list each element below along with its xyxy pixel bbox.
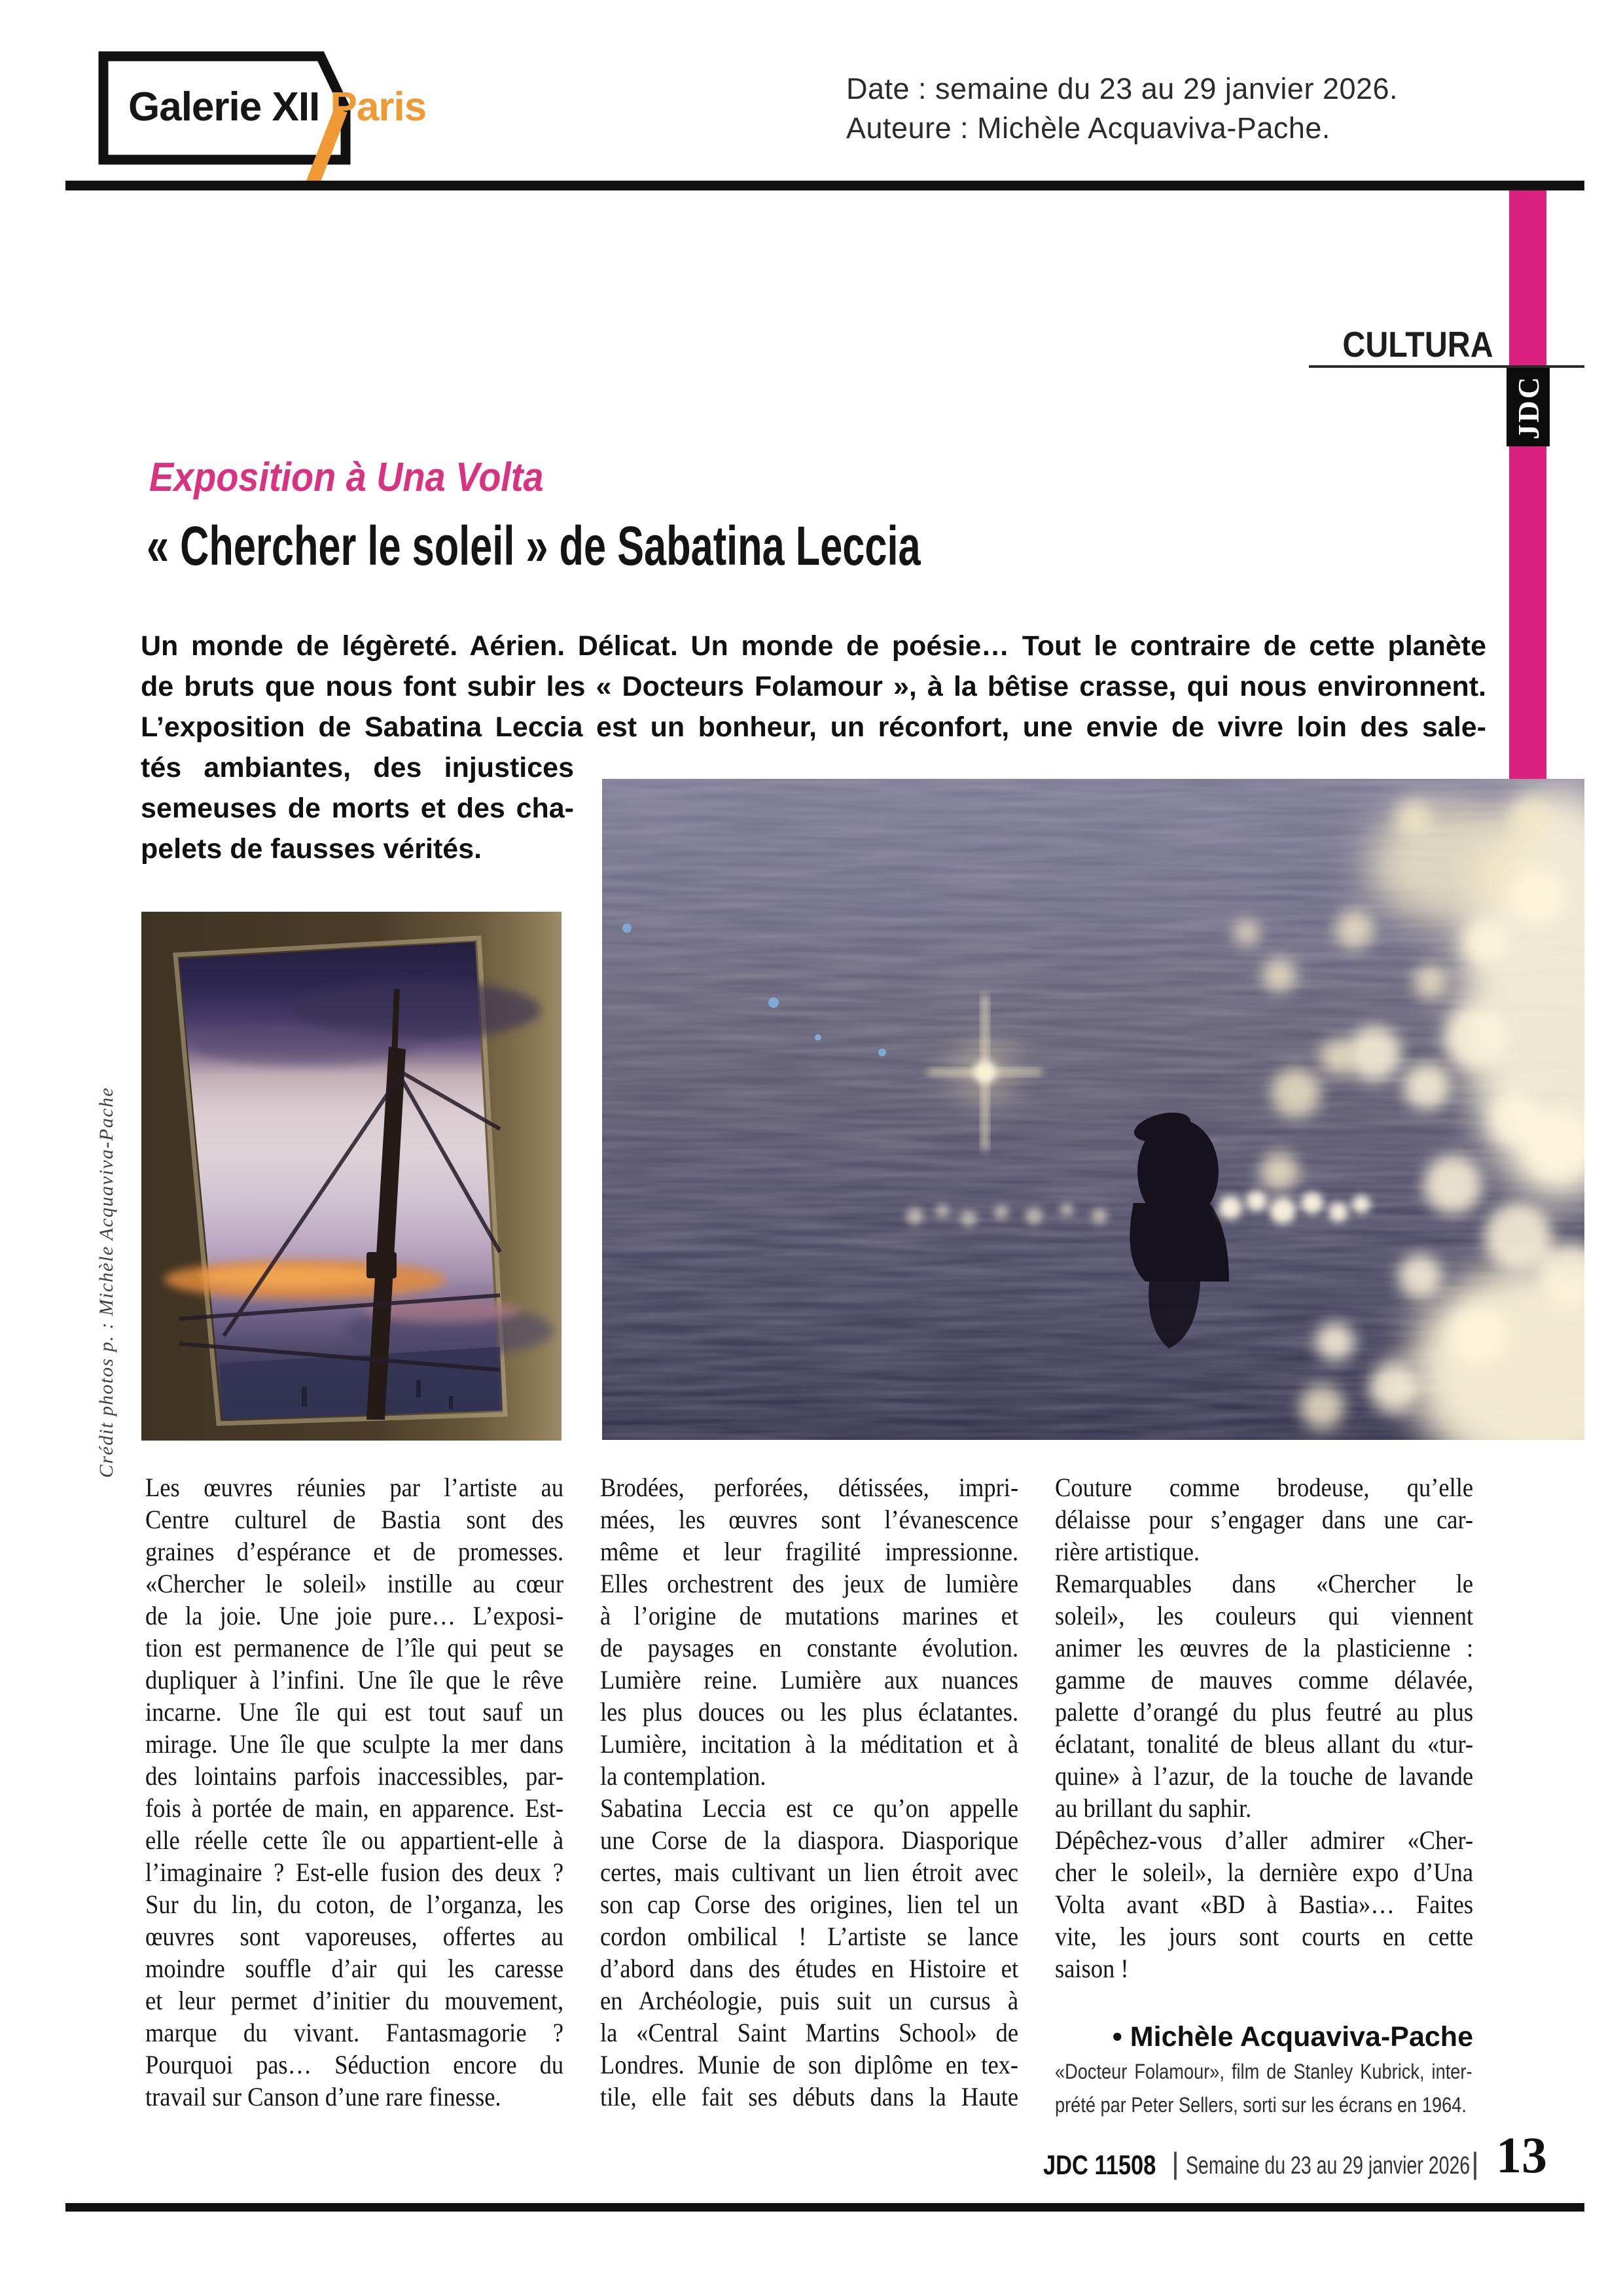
article-byline: • Michèle Acquaviva-Pache: [1112, 2021, 1473, 2053]
body-column-2: [600, 1471, 1058, 2113]
press-meta: [846, 69, 1398, 148]
body-column-3: [1055, 1471, 1513, 1984]
press-date-line: Date : semaine du 23 au 29 janvier 2026.: [846, 72, 1399, 105]
jdc-badge: [1507, 368, 1550, 446]
window-sunset-photo: [141, 912, 562, 1441]
section-label-text: CULTURA: [1342, 324, 1493, 365]
sea-sparkle-photo: [602, 779, 1584, 1440]
section-label: [1243, 323, 1493, 365]
body-column-3-text: Couture comme brodeuse, qu’elle délaisse pour s’engager dans une car- rière artistique. Remarquables dans «Chercher le soleil», les couleurs qui viennent animer les œuvres de la plasticienne : gamme de mauves comme délavée, palette d’orangé du plus feutré au plus éclatant, tonalité de bleus allant du «tur- quine» à l’azur, de la touche de lavande au brillant du saphir. Dépêchez-vous d’aller admirer «Cher- cher le soleil», la dernière expo d’Una Volta avant «BD à Bastia»… Faites vite, les jours sont courts en cette saison !: [1055, 1473, 1474, 1983]
article-footnote: «Docteur Folamour», film de Stanley Kubrick, inter- prété par Peter Sellers, sorti sur les écrans en 1964.: [1055, 2060, 1472, 2117]
intro-paragraph-narrow: tés ambiantes, des injustices semeuses de morts et des cha- pelets de fausses vérités.: [141, 752, 574, 865]
footer-page-number: 13: [1496, 2126, 1547, 2183]
body-column-1-text: Les œuvres réunies par l’artiste au Centre culturel de Bastia sont des graines d’espérance et de promesses. «Chercher le soleil» instille au cœur de la joie. Une joie pure… L’exposi- tion est permanence de l’île qui peut se dupliquer à l’infini. Une île que le rêve incarne. Une île qui est tout sauf un mirage. Une île que sculpte la mer dans des lointains parfois inaccessibles, par- fois à portée de main, en apparence. Est- elle réelle cette île ou appartient-elle à l’imaginaire ? Est-elle fusion des deux ? Sur du lin, du coton, de l’organza, les œuvres sont vaporeuses, offertes au moindre souffle d’air qui les caresse et leur permet d’initier du mouvement, marque du vivant. Fantasmagorie ? Pourquoi pas… Séduction encore du travail sur Canson d’une rare finesse.: [145, 1473, 564, 2111]
photo-credit: Crédit photos p. : Michèle Acquaviva-Pache: [96, 1086, 117, 1478]
window-sunset-photo-svg: [141, 912, 562, 1441]
article-kicker: Exposition à Una Volta: [149, 455, 544, 500]
body-column-2-text: Brodées, perforées, détissées, impri- mées, les œuvres sont l’évanescence même et leur fragilité impressionne. Elles orchestrent des jeux de lumière à l’origine de mutations marines et de paysages en constante évolution. Lumière reine. Lumière aux nuances les plus douces ou les plus éclatantes. Lumière, incitation à la méditation et à la contemplation. Sabatina Leccia est ce qu’on appelle une Corse de la diaspora. Diasporique certes, mais cultivant un lien étroit avec son cap Corse des origines, lien tel un cordon ombilical ! L’artiste se lance d’abord dans des études en Histoire et en Archéologie, puis suit un cursus à la «Central Saint Martins School» de Londres. Munie de son diplôme en tex- tile, elle fait ses débuts dans la Haute: [600, 1473, 1019, 2111]
section-accent-bar: [1509, 190, 1546, 780]
footer-week: Semaine du 23 au 29 janvier 2026: [1186, 2152, 1471, 2179]
logo-text: [128, 84, 426, 130]
intro-paragraph-wide: Un monde de légèreté. Aérien. Délicat. Un monde de poésie… Tout le contraire de cette planète de bruts que nous font subir les « Docteurs Folamour », à la bêtise crasse, qui nous environnent. L’exposition de Sabatina Leccia est un bonheur, un réconfort, une envie de vivre loin des sale-: [141, 630, 1486, 743]
top-rule: [65, 181, 1584, 190]
footer-journal-id: JDC 11508: [1043, 2149, 1156, 2180]
logo-city: Paris: [330, 84, 427, 130]
article-title: « Chercher le soleil » de Sabatina Leccia: [147, 515, 921, 577]
press-author-line: Auteure : Michèle Acquaviva-Pache.: [846, 111, 1330, 145]
sea-sparkle-photo-svg: [602, 779, 1584, 1440]
footer-separator: |: [1171, 2146, 1179, 2180]
jdc-badge-text: JDC: [1511, 374, 1545, 440]
body-column-1: [145, 1471, 603, 2113]
footer-separator: |: [1471, 2146, 1479, 2180]
bottom-rule: [65, 2203, 1584, 2212]
logo-gallery-name: Galerie XII: [128, 84, 330, 130]
